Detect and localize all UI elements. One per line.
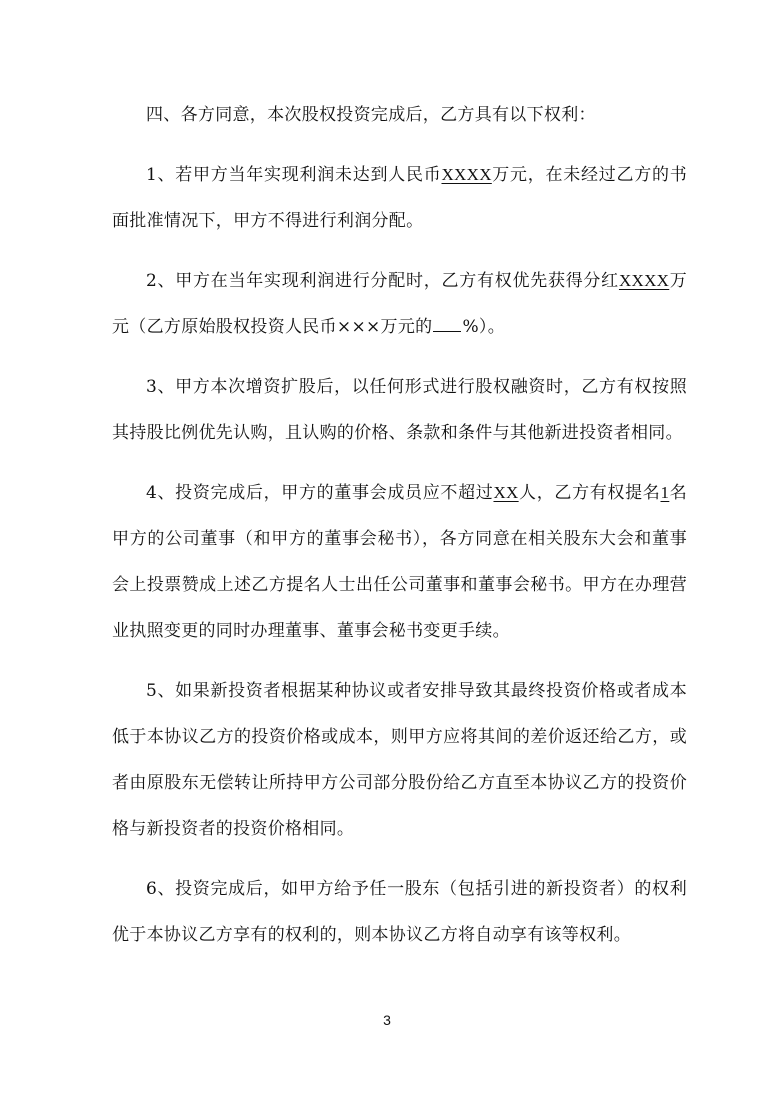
paragraph-text: 名甲方的公司董事（和甲方的董事会秘书），各方同意在相关股东大会和董事会上投票赞成上述乙方提名人士出任公司董事和董事会秘书。甲方在办理营业执照变更的同时办理董事、董事会秘书变更手续。 — [112, 483, 687, 641]
paragraph-text: %）。 — [462, 317, 505, 337]
paragraph-clause-6 — [112, 866, 687, 958]
paragraph-text: 2、甲方在当年实现利润进行分配时，乙方有权优先获得分红 — [146, 271, 619, 291]
paragraph-clause-1 — [112, 152, 687, 244]
document-body — [112, 92, 687, 972]
dividend-amount: XXXX — [618, 271, 670, 290]
profit-threshold-amount: XXXX — [441, 165, 492, 184]
board-member-count: XX — [493, 483, 519, 502]
paragraph-text: 万元（乙方原始股权投资人民币×××万元的 — [112, 271, 687, 337]
paragraph-text: 人，乙方有权提名 — [518, 483, 661, 503]
paragraph-text: 4、投资完成后，甲方的董事会成员应不超过 — [146, 483, 494, 503]
paragraph-text: 四、各方同意，本次股权投资完成后，乙方具有以下权利： — [146, 105, 596, 125]
paragraph-clause-3 — [112, 364, 687, 456]
paragraph-text: 3、甲方本次增资扩股后，以任何形式进行股权融资时，乙方有权按照其持股比例优先认购，且认购的价格、条款和条件与其他新进投资者相同。 — [112, 377, 687, 443]
nominee-count: 1 — [660, 483, 670, 502]
paragraph-text: 1、若甲方当年实现利润未达到人民币 — [146, 165, 442, 185]
percentage-blank — [433, 317, 461, 332]
paragraph-rights-intro — [112, 92, 687, 138]
paragraph-clause-2 — [112, 258, 687, 350]
page-number: 3 — [383, 1012, 391, 1028]
paragraph-text: 万元，在未经过乙方的书面批准情况下，甲方不得进行利润分配。 — [112, 165, 687, 231]
paragraph-clause-4 — [112, 470, 687, 654]
paragraph-text: 6、投资完成后，如甲方给予任一股东（包括引进的新投资者）的权利优于本协议乙方享有的权利的，则本协议乙方将自动享有该等权利。 — [112, 879, 687, 945]
paragraph-text: 5、如果新投资者根据某种协议或者安排导致其最终投资价格或者成本低于本协议乙方的投资价格或成本，则甲方应将其间的差价返还给乙方，或者由原股东无偿转让所持甲方公司部分股份给乙方直至本协议乙方的投资价格与新投资者的投资价格相同。 — [112, 681, 687, 839]
paragraph-clause-5 — [112, 668, 687, 852]
